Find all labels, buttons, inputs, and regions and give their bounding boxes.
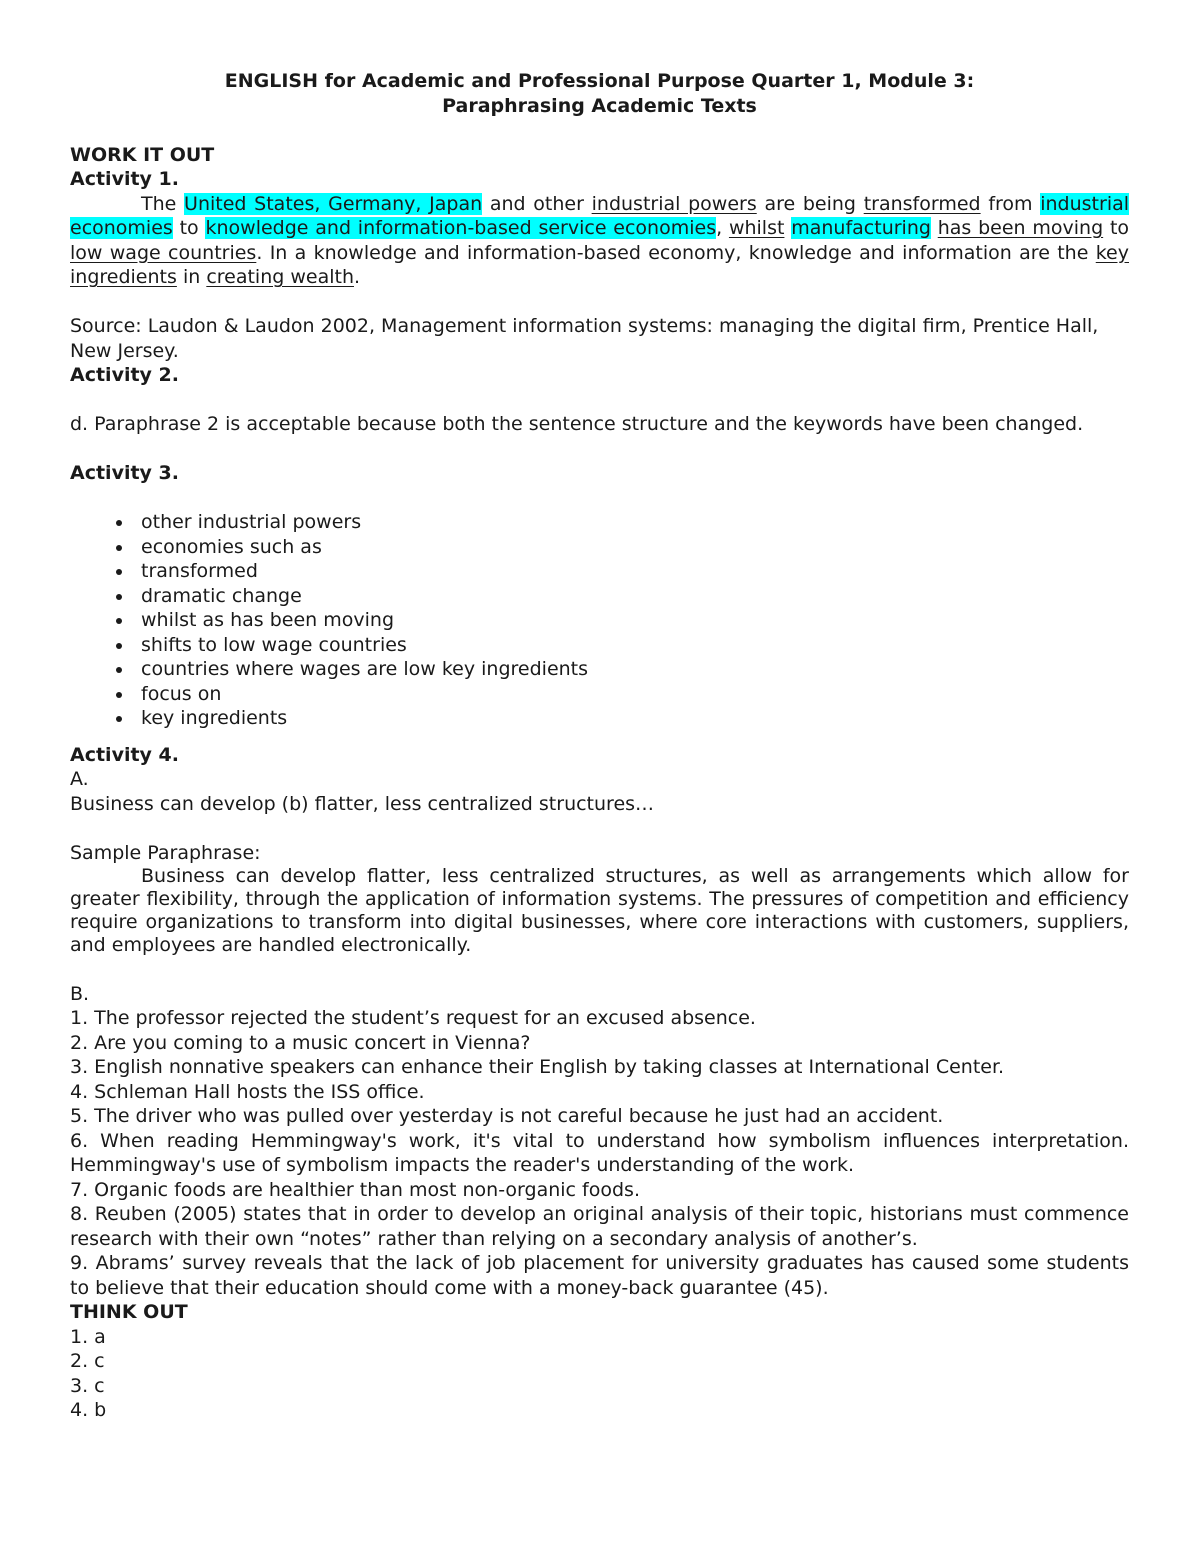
title-line-2: Paraphrasing Academic Texts <box>442 94 757 117</box>
passage-text: from <box>988 192 1033 215</box>
think-out-answer: 2. c <box>70 1350 105 1372</box>
underline-key-ingredients: key ingredients <box>70 241 1129 288</box>
highlight-industrial-economies: industrial economies <box>70 192 1130 239</box>
activity-4-part-a-text: Business can develop (b) flatter, less centralized structures… <box>70 792 655 815</box>
part-b-item: 9. Abrams’ survey reveals that the lack of job placement for university graduates has caused some students to believe that their education should come with a money-back guarantee (45). <box>70 1252 1129 1299</box>
activity-4-part-b-label: B. <box>70 982 90 1005</box>
passage-text: to <box>1109 217 1130 239</box>
title-line-1: ENGLISH for Academic and Professional Purpose Quarter 1, Module 3: <box>224 70 975 92</box>
list-item: other industrial powers <box>70 510 1129 535</box>
underline-transformed: transformed <box>863 192 981 215</box>
underline-creating-wealth: creating wealth <box>206 266 354 288</box>
passage-text: and other <box>489 192 584 215</box>
work-it-out-heading: WORK IT OUT <box>70 143 215 166</box>
think-out-answer: 4. b <box>70 1399 107 1421</box>
list-item: shifts to low wage countries <box>70 633 1129 658</box>
passage-text: are being <box>764 192 856 215</box>
activity-4-part-a-label: A. <box>70 768 89 790</box>
think-out-answer: 1. a <box>70 1325 106 1348</box>
part-b-item: 6. When reading Hemmingway's work, it's vital to understand how symbolism influences interpretation. Hemmingway's use of symbolism impacts the reader's understanding of the work. <box>70 1129 1129 1176</box>
underline-whilst: whilst <box>728 217 785 239</box>
sample-paraphrase-label: Sample Paraphrase: <box>70 841 261 864</box>
part-b-item: 1. The professor rejected the student’s request for an excused absence. <box>70 1007 756 1029</box>
part-b-item: 2. Are you coming to a music concert in Vienna? <box>70 1031 531 1054</box>
underline-has-been-moving: has been moving <box>937 217 1104 239</box>
sample-paraphrase-text: Business can develop flatter, less centralized structures, as well as arrangements which allow for greater flexibility, through the application of information systems. The pressures of competition and efficiency require organizations to transform into digital businesses, where core interactions with customers, suppliers, and employees are handled electronically. <box>70 865 1129 956</box>
list-item: transformed <box>70 559 1129 584</box>
activity-2-answer: d. Paraphrase 2 is acceptable because both the sentence structure and the keywords have been changed. <box>70 413 1084 435</box>
part-b-item: 3. English nonnative speakers can enhance their English by taking classes at International Center. <box>70 1056 1005 1078</box>
part-b-item: 4. Schleman Hall hosts the ISS office. <box>70 1080 425 1103</box>
highlight-united-states: United States, Germany, Japan <box>184 192 483 215</box>
passage-text: to <box>179 217 199 239</box>
list-item: focus on <box>70 682 1129 707</box>
part-b-item: 7. Organic foods are healthier than most non-organic foods. <box>70 1178 640 1201</box>
think-out-heading: THINK OUT <box>70 1301 188 1323</box>
activity-3-list <box>70 510 1129 731</box>
part-b-item: 8. Reuben (2005) states that in order to develop an original analysis of their topic, historians must commence research with their own “notes” rather than relying on a secondary analysis of another’s. <box>70 1203 1129 1250</box>
source-citation: Source: Laudon & Laudon 2002, Management information systems: managing the digital firm, Prentice Hall, <box>70 315 1099 337</box>
list-item: economies such as <box>70 535 1129 560</box>
underline-industrial-powers: industrial powers <box>591 192 757 215</box>
activity-1-heading: Activity 1. <box>70 168 179 190</box>
highlight-knowledge-economies: knowledge and information-based service economies <box>205 217 717 239</box>
highlight-manufacturing: manufacturing <box>791 217 931 239</box>
activity-3-heading: Activity 3. <box>70 462 179 484</box>
passage-text: . In a knowledge and information-based economy, knowledge and information are the <box>256 241 1089 264</box>
list-item: dramatic change <box>70 584 1129 609</box>
source-citation-location: New Jersey. <box>70 339 179 362</box>
activity-4-heading: Activity 4. <box>70 743 179 766</box>
passage-text: in <box>182 266 201 288</box>
list-item: key ingredients <box>70 706 1129 731</box>
part-b-item: 5. The driver who was pulled over yesterday is not careful because he just had an accident. <box>70 1105 944 1127</box>
document-page <box>70 69 1129 1423</box>
passage-text: . <box>354 266 361 288</box>
underline-low-wage-countries: low wage countries <box>70 241 257 264</box>
activity-2-heading: Activity 2. <box>70 364 179 386</box>
activity-1-passage <box>70 192 1129 290</box>
list-item: whilst as has been moving <box>70 608 1129 633</box>
passage-text: , <box>716 217 723 239</box>
think-out-answer: 3. c <box>70 1374 105 1397</box>
passage-text: The <box>141 192 177 215</box>
list-item: countries where wages are low key ingredients <box>70 657 1129 682</box>
